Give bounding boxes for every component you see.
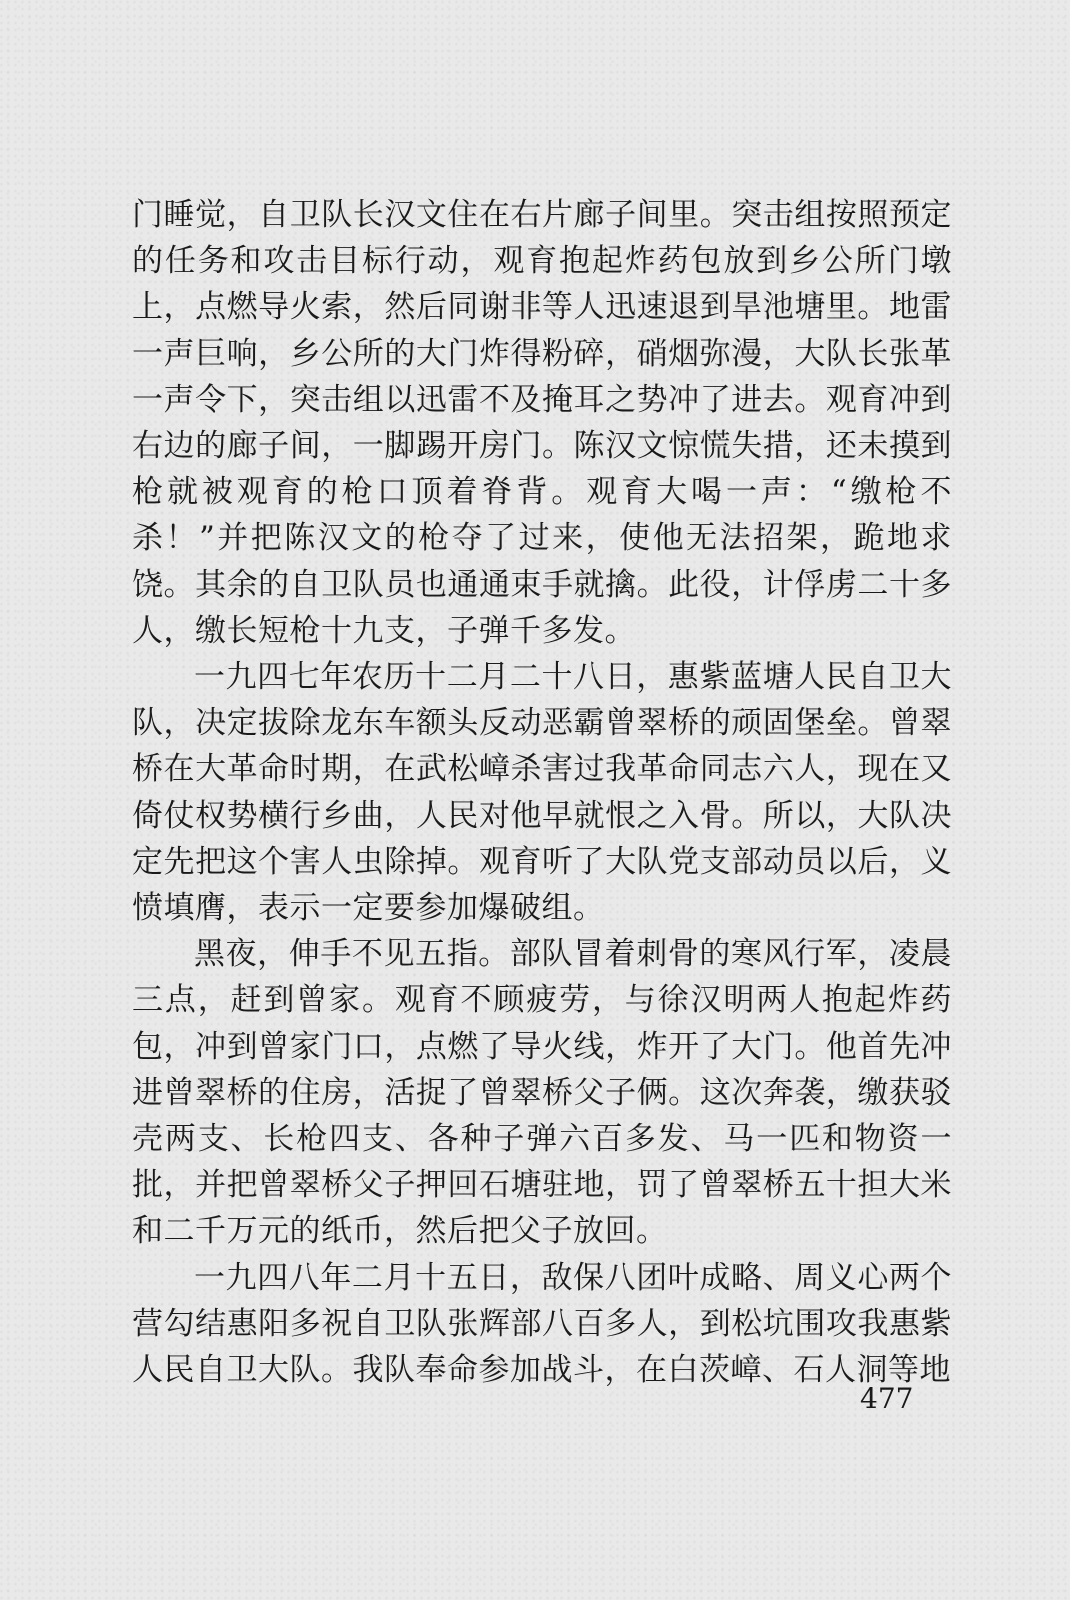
paragraph-continued: 门睡觉，自卫队长汉文住在右片廊子间里。突击组按照预定的任务和攻击目标行动，观育抱起炸药包放到乡公所门墩上，点燃导火索，然后同谢非等人迅速退到旱池塘里。地雷一声巨响，乡公所的大门炸得粉碎，硝烟弥漫，大队长张革一声令下，突击组以迅雷不及掩耳之势冲了进去。观育冲到右边的廊子间，一脚踢开房门。陈汉文惊慌失措，还未摸到枪就被观育的枪口顶着脊背。观育大喝一声：“缴枪不杀！”并把陈汉文的枪夺了过来，使他无法招架，跪地求饶。其余的自卫队员也通通束手就擒。此役，计俘虏二十多人，缴长短枪十九支，子弹千多发。 (132, 197, 952, 649)
body-text (132, 192, 952, 1393)
paragraph: 一九四七年农历十二月二十八日，惠紫蓝塘人民自卫大队，决定拔除龙东车额头反动恶霸曾翠桥的顽固堡垒。曾翠桥在大革命时期，在武松嶂杀害过我革命同志六人，现在又倚仗权势横行乡曲，人民对他早就恨之入骨。所以，大队决定先把这个害人虫除掉。观育听了大队党支部动员以后，义愤填膺，表示一定要参加爆破组。 (132, 659, 952, 927)
page-number: 477 (860, 1382, 914, 1415)
paragraph: 黑夜，伸手不见五指。部队冒着刺骨的寒风行军，凌晨三点，赶到曾家。观育不顾疲劳，与徐汉明两人抱起炸药包，冲到曾家门口，点燃了导火线，炸开了大门。他首先冲进曾翠桥的住房，活捉了曾翠桥父子俩。这次奔袭，缴获驳壳两支、长枪四支、各种子弹六百多发、马一匹和物资一批，并把曾翠桥父子押回石塘驻地，罚了曾翠桥五十担大米和二千万元的纸币，然后把父子放回。 (132, 936, 952, 1250)
paragraph: 一九四八年二月十五日，敌保八团叶成略、周义心两个营勾结惠阳多祝自卫队张辉部八百多人，到松坑围攻我惠紫人民自卫大队。我队奉命参加战斗，在白茨嶂、石人洞等地 (132, 1259, 952, 1389)
